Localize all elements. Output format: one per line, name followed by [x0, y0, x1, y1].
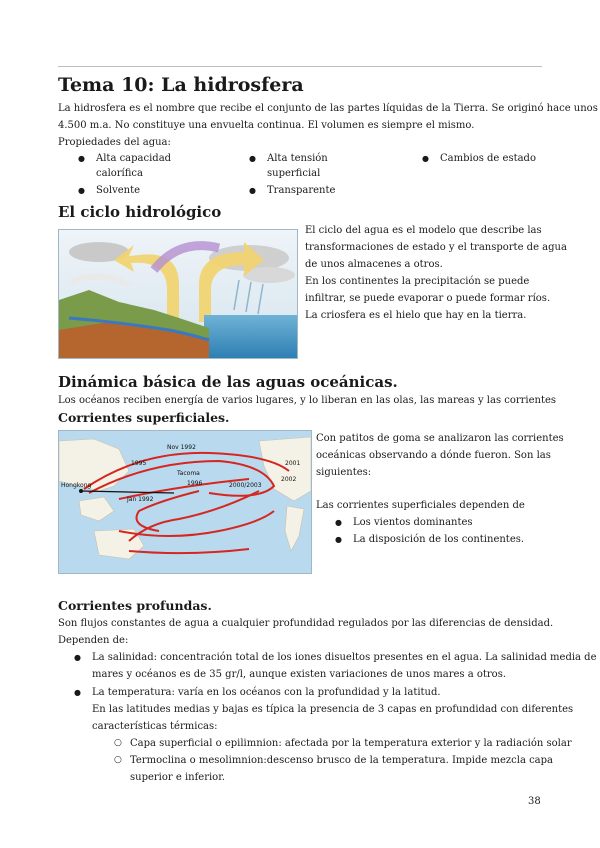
bullet-icon: ● — [74, 653, 81, 662]
surface-text-line: siguientes: — [316, 467, 372, 478]
map-label: 2002 — [281, 476, 297, 483]
map-label: Tacoma — [177, 470, 200, 477]
cycle-text-line: En los continentes la precipitación se puede — [305, 276, 530, 287]
surface-text-line: Con patitos de goma se analizaron las corrientes — [316, 433, 564, 444]
page-title: Tema 10: La hidrosfera — [58, 74, 304, 96]
circle-bullet-icon: ○ — [114, 738, 122, 748]
dynamics-text: Los océanos reciben energía de varios lugares, y lo liberan en las olas, las mareas y las corrientes — [58, 395, 557, 406]
ocean — [204, 315, 297, 358]
intro-line-1: La hidrosfera es el nombre que recibe el conjunto de las partes líquidas de la Tierra. Se originó hace unos — [58, 103, 598, 114]
map-label: 1996 — [187, 480, 203, 487]
surface-factor-item: ● La disposición de los continentes. — [353, 532, 524, 547]
deep-text-line: Son flujos constantes de agua a cualquier profundidad regulados por las diferencias de densidad. — [58, 618, 554, 629]
property-item: ● Alta tensión superficial — [267, 151, 328, 181]
cycle-text-line: transformaciones de estado y el transporte de agua — [305, 242, 567, 253]
surface-text-line: oceánicas observando a dónde fueron. Son las — [316, 450, 551, 461]
map-label: 2001 — [285, 460, 301, 467]
surface-factor-item: ● Los vientos dominantes — [353, 515, 473, 530]
page-number: 38 — [528, 796, 541, 807]
property-item: ● Solvente — [96, 183, 140, 198]
cycle-text-line: El ciclo del agua es el modelo que describe las — [305, 225, 542, 236]
map-label: Jan 1992 — [127, 496, 154, 503]
cycle-text-line: de unos almacenes a otros. — [305, 259, 443, 270]
hongkong-marker — [79, 489, 83, 493]
dynamics-heading: Dinámica básica de las aguas oceánicas. — [58, 373, 398, 391]
property-item: ● Cambios de estado — [440, 151, 536, 166]
header-rule — [58, 66, 542, 67]
surface-currents-heading: Corrientes superficiales. — [58, 410, 230, 425]
property-item: ● Alta capacidad calorífica — [96, 151, 171, 181]
salinity-item: ● La salinidad: concentración total de los iones disueltos presentes en el agua. La salinidad media de mares y océanos es de 35 gr/l, aunque existen variaciones de unos mares a otros. — [92, 649, 597, 683]
currents-map-graphic — [59, 431, 311, 573]
ocean-currents-map — [58, 430, 312, 574]
intro-line-2: 4.500 m.a. No constituye una envuelta continua. El volumen es siempre el mismo. — [58, 120, 475, 131]
cycle-text-line: infiltrar, se puede evaporar o puede formar ríos. — [305, 293, 551, 304]
map-label: Nov 1992 — [167, 444, 196, 451]
surface-depends-text: Las corrientes superficiales dependen de — [316, 500, 525, 511]
water-cycle-graphic — [59, 230, 297, 358]
deep-currents-heading: Corrientes profundas. — [58, 598, 212, 613]
map-label: 1995 — [131, 460, 147, 467]
deep-text-line: Dependen de: — [58, 635, 129, 646]
map-label: Hongkong — [61, 482, 92, 489]
water-cycle-illustration — [58, 229, 298, 359]
thermal-layer-item: ○ Termoclina o mesolimnion:descenso brusco de la temperatura. Impide mezcla capa superior e inferior. — [130, 752, 553, 786]
temperature-item: ● La temperatura: varía en los océanos con la profundidad y la latitud. En las latitudes medias y bajas es típica la presencia de 3 capas en profundidad con diferentes características térmicas: — [92, 684, 573, 735]
property-item: ● Transparente — [267, 183, 335, 198]
bullet-icon: ● — [74, 688, 81, 697]
thermal-layer-item: ○ Capa superficial o epilimnion: afectada por la temperatura exterior y la radiación solar — [130, 735, 572, 752]
circle-bullet-icon: ○ — [114, 755, 122, 765]
map-label: 2000/2003 — [229, 482, 262, 489]
properties-label: Propiedades del agua: — [58, 137, 171, 148]
cycle-heading: El ciclo hidrológico — [58, 203, 222, 221]
cycle-text-line: La criosfera es el hielo que hay en la tierra. — [305, 310, 527, 321]
